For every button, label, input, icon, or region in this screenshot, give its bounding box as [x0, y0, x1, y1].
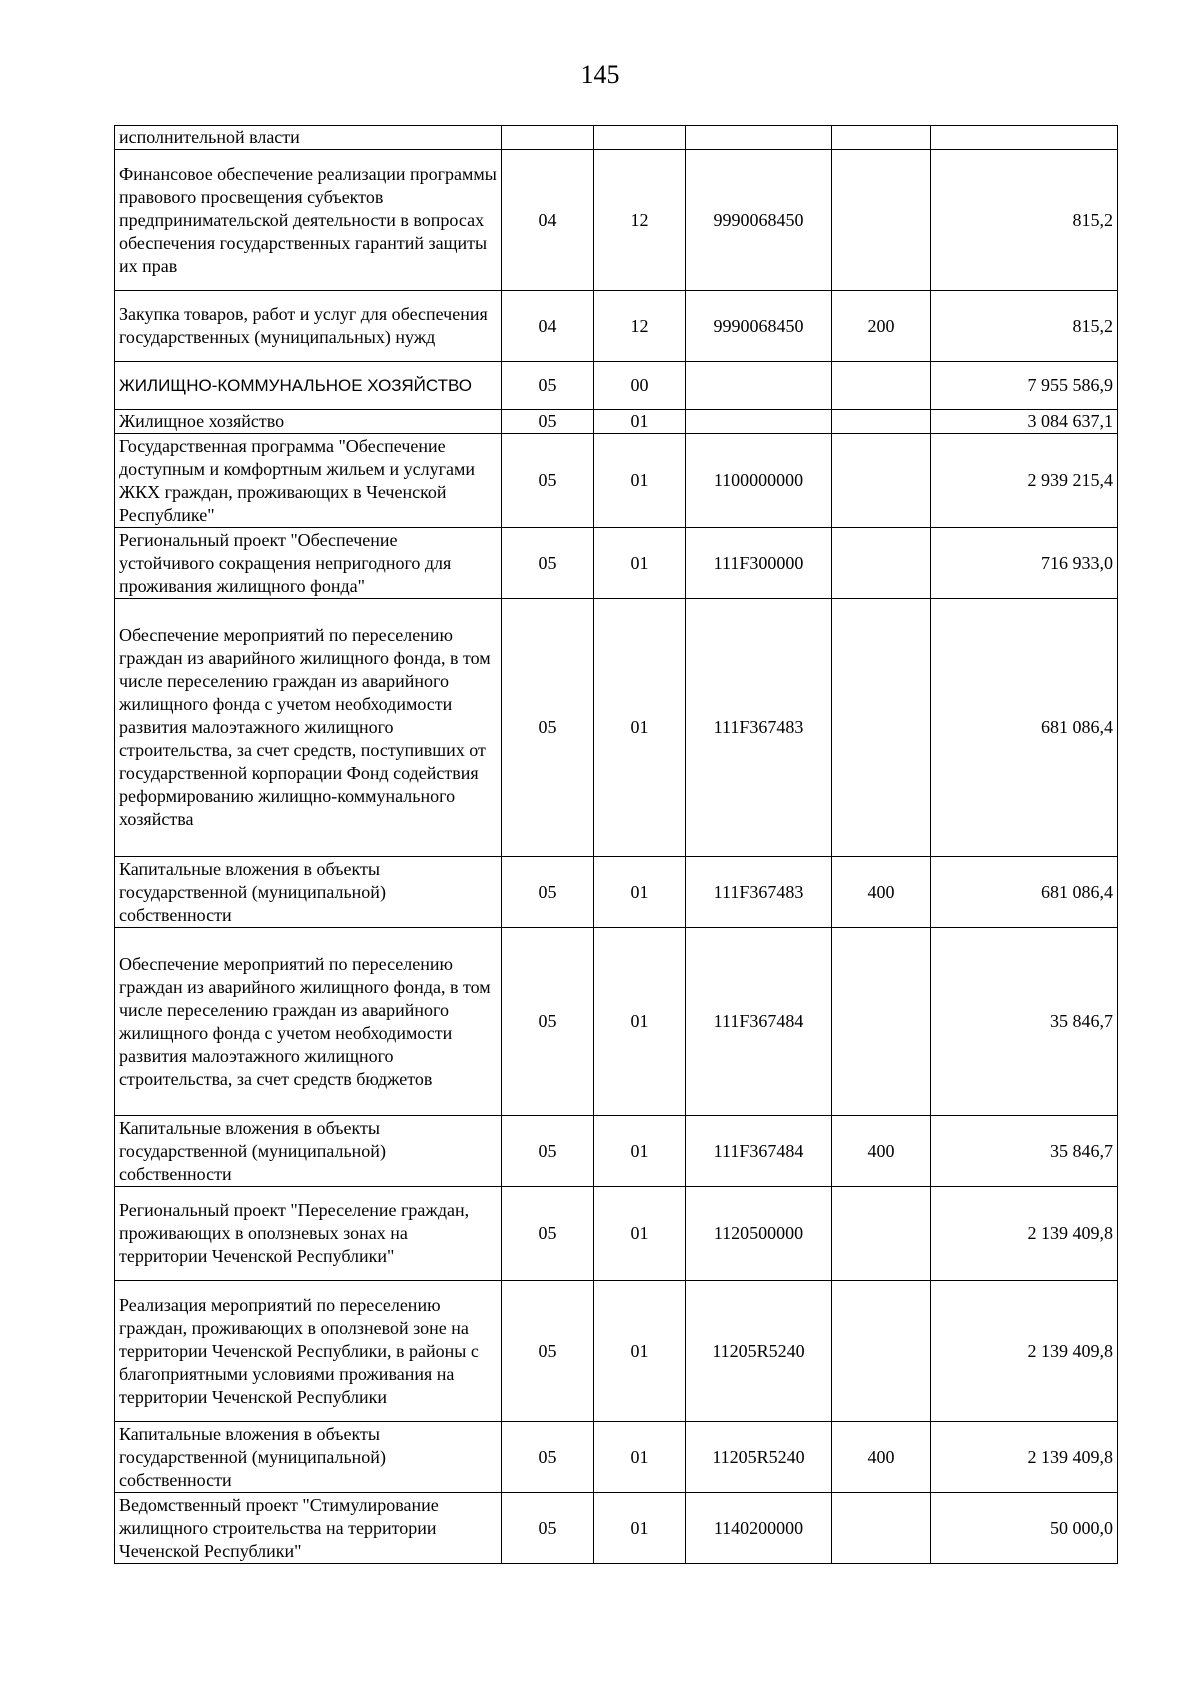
- table-row: [115, 928, 1118, 1116]
- row-subsection: 01: [594, 1116, 686, 1187]
- row-expense-type: [832, 410, 931, 434]
- row-expense-type: [832, 528, 931, 599]
- row-target-article: [686, 362, 832, 410]
- row-section: 05: [502, 1493, 594, 1564]
- row-target-article: 111F367484: [686, 928, 832, 1116]
- row-subsection: 01: [594, 434, 686, 528]
- row-subsection: [594, 126, 686, 150]
- row-target-article: 1140200000: [686, 1493, 832, 1564]
- row-subsection: 12: [594, 291, 686, 362]
- row-section: 05: [502, 1187, 594, 1281]
- row-subsection: 01: [594, 528, 686, 599]
- row-sum: 35 846,7: [931, 928, 1118, 1116]
- row-name: Капитальные вложения в объекты государственной (муниципальной) собственности: [115, 1422, 502, 1493]
- row-sum: 35 846,7: [931, 1116, 1118, 1187]
- row-name: Реализация мероприятий по переселению граждан, проживающих в оползневой зоне на территории Чеченской Республики, в районы с благоприятными условиями проживания на территории Чеченской Республики: [115, 1281, 502, 1422]
- row-target-article: 111F300000: [686, 528, 832, 599]
- row-sum: 2 139 409,8: [931, 1187, 1118, 1281]
- row-subsection: 01: [594, 1281, 686, 1422]
- row-sum: 2 139 409,8: [931, 1281, 1118, 1422]
- row-sum: 7 955 586,9: [931, 362, 1118, 410]
- row-sum: 681 086,4: [931, 857, 1118, 928]
- row-subsection: 01: [594, 599, 686, 857]
- row-section: 04: [502, 291, 594, 362]
- row-target-article: 11205R5240: [686, 1281, 832, 1422]
- row-subsection: 01: [594, 410, 686, 434]
- row-name: Закупка товаров, работ и услуг для обеспечения государственных (муниципальных) нужд: [115, 291, 502, 362]
- row-expense-type: [832, 362, 931, 410]
- row-sum: [931, 126, 1118, 150]
- row-section: 05: [502, 857, 594, 928]
- table-row: [115, 126, 1118, 150]
- row-target-article: 111F367483: [686, 599, 832, 857]
- row-subsection: 12: [594, 150, 686, 291]
- row-section: [502, 126, 594, 150]
- row-expense-type: [832, 1187, 931, 1281]
- row-target-article: [686, 126, 832, 150]
- row-expense-type: 400: [832, 857, 931, 928]
- table-row: [115, 528, 1118, 599]
- row-name: Жилищное хозяйство: [115, 410, 502, 434]
- row-name: Капитальные вложения в объекты государственной (муниципальной) собственности: [115, 857, 502, 928]
- table-row: [115, 1493, 1118, 1564]
- row-sum: 2 939 215,4: [931, 434, 1118, 528]
- page-number: 145: [580, 60, 620, 89]
- row-section: 05: [502, 928, 594, 1116]
- row-subsection: 01: [594, 1422, 686, 1493]
- row-name: Обеспечение мероприятий по переселению граждан из аварийного жилищного фонда, в том числе переселению граждан из аварийного жилищного фонда с учетом необходимости развития малоэтажного жилищного строительства, за счет средств бюджетов: [115, 928, 502, 1116]
- table-row: [115, 291, 1118, 362]
- row-subsection: 00: [594, 362, 686, 410]
- row-expense-type: [832, 928, 931, 1116]
- row-expense-type: [832, 599, 931, 857]
- row-target-article: [686, 410, 832, 434]
- row-section: 05: [502, 434, 594, 528]
- row-subsection: 01: [594, 1187, 686, 1281]
- row-expense-type: [832, 150, 931, 291]
- row-section: 05: [502, 1281, 594, 1422]
- table-row: [115, 857, 1118, 928]
- table-row: [115, 1187, 1118, 1281]
- row-expense-type: 200: [832, 291, 931, 362]
- row-name: Обеспечение мероприятий по переселению граждан из аварийного жилищного фонда, в том числе переселению граждан из аварийного жилищного фонда с учетом необходимости развития малоэтажного жилищного строительства, за счет средств, поступивших от государственной корпорации Фонд содействия реформированию жилищно-коммунального хозяйства: [115, 599, 502, 857]
- table-row: [115, 599, 1118, 857]
- budget-table: [114, 125, 1118, 1564]
- table-row: [115, 150, 1118, 291]
- row-sum: 2 139 409,8: [931, 1422, 1118, 1493]
- row-section: 04: [502, 150, 594, 291]
- row-expense-type: 400: [832, 1422, 931, 1493]
- row-name: Государственная программа "Обеспечение доступным и комфортным жильем и услугами ЖКХ граждан, проживающих в Чеченской Республике": [115, 434, 502, 528]
- row-target-article: 9990068450: [686, 291, 832, 362]
- row-expense-type: [832, 434, 931, 528]
- row-section: 05: [502, 362, 594, 410]
- row-target-article: 9990068450: [686, 150, 832, 291]
- row-target-article: 111F367484: [686, 1116, 832, 1187]
- table-row: [115, 362, 1118, 410]
- row-section: 05: [502, 1116, 594, 1187]
- row-name: Региональный проект "Переселение граждан, проживающих в оползневых зонах на территории Чеченской Республики": [115, 1187, 502, 1281]
- row-section: 05: [502, 410, 594, 434]
- row-name: ЖИЛИЩНО-КОММУНАЛЬНОЕ ХОЗЯЙСТВО: [115, 362, 502, 410]
- table-row: [115, 410, 1118, 434]
- row-target-article: 1100000000: [686, 434, 832, 528]
- row-sum: 716 933,0: [931, 528, 1118, 599]
- row-expense-type: [832, 1281, 931, 1422]
- row-target-article: 1120500000: [686, 1187, 832, 1281]
- row-expense-type: 400: [832, 1116, 931, 1187]
- row-sum: 815,2: [931, 291, 1118, 362]
- row-subsection: 01: [594, 928, 686, 1116]
- table-row: [115, 1422, 1118, 1493]
- row-section: 05: [502, 528, 594, 599]
- row-subsection: 01: [594, 1493, 686, 1564]
- row-sum: 681 086,4: [931, 599, 1118, 857]
- row-subsection: 01: [594, 857, 686, 928]
- row-sum: 3 084 637,1: [931, 410, 1118, 434]
- row-name: Капитальные вложения в объекты государственной (муниципальной) собственности: [115, 1116, 502, 1187]
- row-expense-type: [832, 126, 931, 150]
- row-expense-type: [832, 1493, 931, 1564]
- row-name: Ведомственный проект "Стимулирование жилищного строительства на территории Чеченской Республики": [115, 1493, 502, 1564]
- table-row: [115, 1116, 1118, 1187]
- row-section: 05: [502, 1422, 594, 1493]
- row-sum: 50 000,0: [931, 1493, 1118, 1564]
- row-name: Региональный проект "Обеспечение устойчивого сокращения непригодного для проживания жилищного фонда": [115, 528, 502, 599]
- row-name: Финансовое обеспечение реализации программы правового просвещения субъектов предпринимательской деятельности в вопросах обеспечения государственных гарантий защиты их прав: [115, 150, 502, 291]
- table-row: [115, 1281, 1118, 1422]
- table-row: [115, 434, 1118, 528]
- row-target-article: 11205R5240: [686, 1422, 832, 1493]
- row-target-article: 111F367483: [686, 857, 832, 928]
- row-sum: 815,2: [931, 150, 1118, 291]
- row-section: 05: [502, 599, 594, 857]
- row-name: исполнительной власти: [115, 126, 502, 150]
